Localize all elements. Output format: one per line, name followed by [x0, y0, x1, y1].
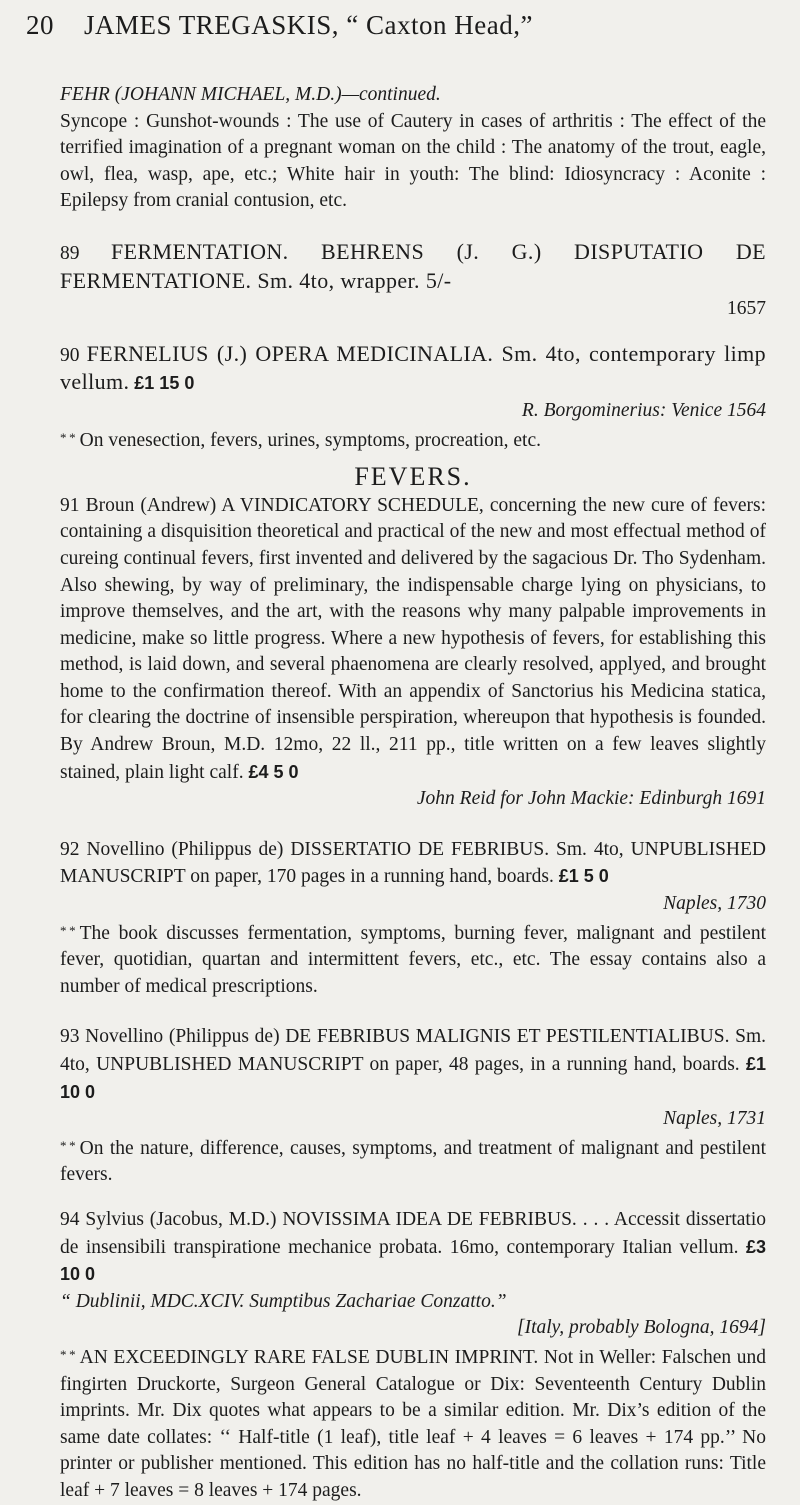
lot-94	[60, 1207, 766, 1505]
note-marker: * *	[60, 429, 76, 445]
lot-93	[60, 1024, 766, 1189]
lot-89	[60, 239, 766, 323]
running-title: JAMES TREGASKIS, “ Caxton Head,”	[84, 10, 533, 40]
lot-imprint: Naples, 1730	[663, 893, 766, 915]
lot-number: 92	[60, 838, 80, 860]
lot-note: The book discusses fermentation, symptoms, burning fever, malignant and pestilent fever, quotidian, quartan and intermittent fevers, etc., etc. The essay contains also a number of medical prescriptions.	[60, 922, 766, 997]
lot-price: £1 15 0	[134, 373, 195, 394]
lot-text: Sylvius (Jacobus, M.D.) NOVISSIMA IDEA DE FEBRIBUS. . . . Accessit dissertatio de insensibili transpiratione mechanice probata. 16mo, contemporary Italian vellum.	[60, 1208, 766, 1258]
note-marker: * *	[60, 1137, 76, 1153]
lot-number: 94	[60, 1208, 80, 1230]
catalogue-text	[60, 82, 766, 1505]
lot-90	[60, 341, 766, 454]
lot-price: £3 10 0	[60, 1236, 766, 1285]
section-heading: FEVERS.	[354, 462, 472, 492]
lot-price: £1 5 0	[558, 866, 609, 887]
lot-text: FERMENTATION. BEHRENS (J. G.) DISPUTATIO DE FERMENTATIONE. Sm. 4to, wrapper. 5/-	[60, 238, 767, 293]
lot-price: £4 5 0	[248, 761, 299, 782]
note-marker: * *	[60, 1346, 76, 1362]
lot-note: AN EXCEEDINGLY RARE FALSE DUBLIN IMPRINT. Not in Weller: Falschen und fingirten Druckorte, Surgeon General Catalogue or Dix: Seventeenth Century Dublin imprints. Mr. Dix quotes what appears to be a similar edition. Mr. Dix’s edition of the same date collates: ‘‘ Half-title (1 leaf), title leaf + 4 leaves = 6 leaves + 174 pp.’’ No printer or publisher mentioned. This edition has no half-title and the collation runs: Title leaf + 7 leaves = 8 leaves + 174 pages.	[60, 1346, 766, 1501]
running-header	[26, 10, 533, 41]
lot-imprint: R. Borgominerius: Venice 1564	[521, 399, 766, 421]
lot-year: 1657	[727, 298, 766, 320]
lot-92	[60, 837, 766, 1001]
entry-fehr	[60, 82, 766, 215]
lot-imprint: “ Dublinii, MDC.XCIV. Sumptibus Zachariae Conzatto.”	[60, 1290, 507, 1312]
note-marker: * *	[60, 922, 76, 938]
lot-text: FERNELIUS (J.) OPERA MEDICINALIA. Sm. 4to, contemporary limp vellum.	[60, 340, 767, 395]
lot-number: 90	[60, 344, 80, 366]
lot-number: 93	[60, 1026, 80, 1048]
lot-price: £1 10 0	[60, 1054, 767, 1102]
page-number: 20	[26, 10, 54, 40]
lot-text: Novellino (Philippus de) DISSERTATIO DE FEBRIBUS. Sm. 4to, UNPUBLISHED MANUSCRIPT on paper, 170 pages in a running hand, boards.	[60, 838, 767, 888]
lot-note: On venesection, fevers, urines, symptoms, procreation, etc.	[79, 429, 541, 451]
lot-imprint: Naples, 1731	[663, 1108, 766, 1130]
lot-text: Novellino (Philippus de) DE FEBRIBUS MALIGNIS ET PESTILENTIALIBUS. Sm. 4to, UNPUBLISHED MANUSCRIPT on paper, 48 pages, in a running hand, boards.	[60, 1026, 767, 1075]
lot-text: Broun (Andrew) A VINDICATORY SCHEDULE, concerning the new cure of fevers: containing a disquisition theoretical and practical of the new and most effectual method of cureing continual fevers, first invented and delivered by the sagacious Dr. Tho Sydenham. Also shewing, by way of preliminary, the indispensable charge lying on physicians, to improve themselves, and the art, with the reasons why many palpable improvements in medicine, make so little progress. Where a new hypothesis of fevers, for establishing this method, is laid down, and several phaenomena are clearly resolved, applyed, and brought home to the confirmation thereof. With an appendix of Sanctorius his Medicina statica, for clearing the doctrine of insensible perspiration, whereupon that hypothesis is founded. By Andrew Broun, M.D. 12mo, 22 ll., 211 pp., title written on a few leaves slightly stained, plain light calf.	[60, 494, 767, 783]
lot-number: 89	[60, 242, 80, 264]
lot-imprint: John Reid for John Mackie: Edinburgh 1691	[416, 788, 766, 810]
lot-number: 91	[60, 494, 80, 516]
lot-note: On the nature, difference, causes, symptoms, and treatment of malignant and pestilent fevers.	[60, 1137, 766, 1186]
lot-place: [Italy, probably Bologna, 1694]	[517, 1317, 766, 1339]
entry-heading: FEHR (JOHANN MICHAEL, M.D.)—continued.	[60, 84, 441, 105]
entry-text: Syncope : Gunshot-wounds : The use of Cautery in cases of arthritis : The effect of the terrified imagination of a pregnant woman on the child : The anatomy of the trout, eagle, owl, flea, wasp, ape, etc.; White hair in youth: The blind: Idiosyncracy : Aconite : Epilepsy from cranial contusion, etc.	[60, 110, 766, 212]
lot-91	[60, 493, 766, 813]
